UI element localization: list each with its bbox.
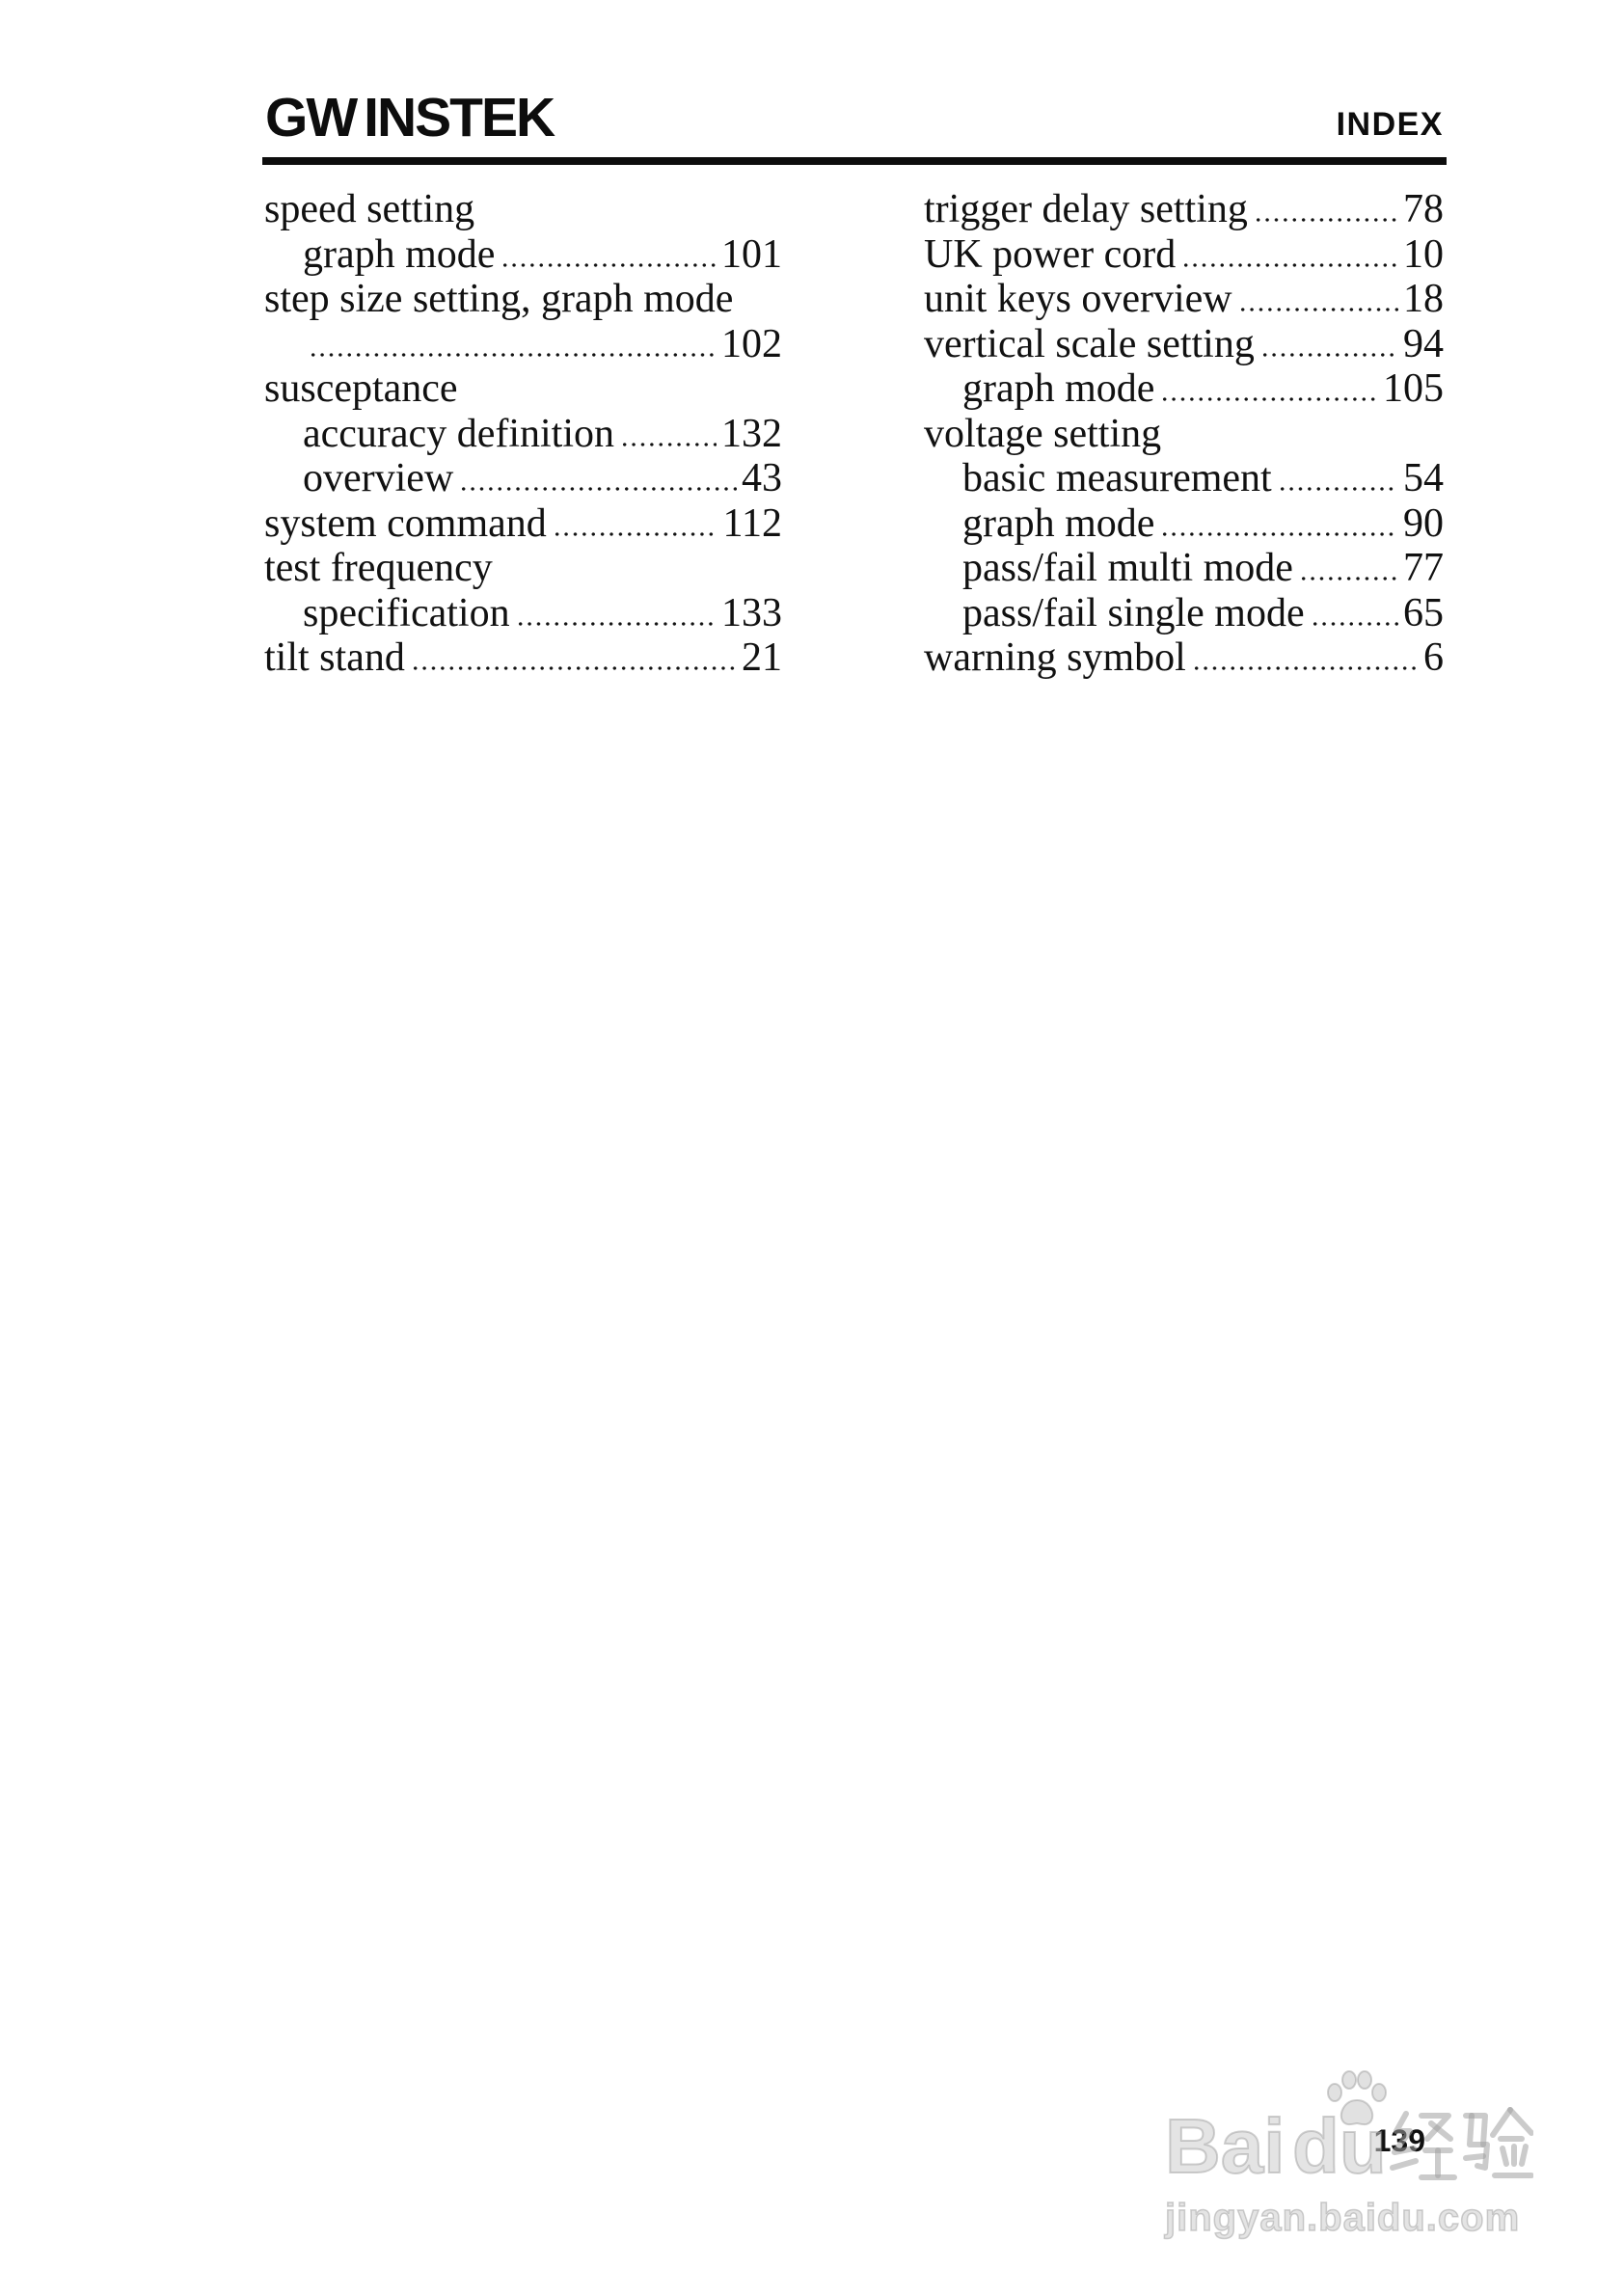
logo-instek: INSTEK xyxy=(364,87,555,148)
index-entry-label: graph mode xyxy=(962,366,1155,411)
watermark-brand-right: du xyxy=(1292,2103,1387,2189)
leader-dots xyxy=(1260,353,1398,357)
section-title: INDEX xyxy=(1336,106,1444,143)
index-entry-label: warning symbol xyxy=(924,635,1186,680)
header-rule xyxy=(262,157,1447,165)
page-number: 139 xyxy=(1373,2123,1425,2158)
leader-dots xyxy=(516,622,717,626)
index-entry-page: 77 xyxy=(1403,546,1444,590)
index-entry-page: 133 xyxy=(721,590,782,635)
leader-dots xyxy=(553,532,718,536)
index-column-left xyxy=(264,187,782,681)
index-entry xyxy=(924,322,1444,367)
index-entry-page: 54 xyxy=(1403,456,1444,500)
leader-dots xyxy=(1192,666,1419,670)
leader-dots xyxy=(620,443,717,446)
index-entry-page: 94 xyxy=(1403,321,1444,366)
index-entry-label: unit keys overview xyxy=(924,277,1232,321)
index-entry-label: step size setting, graph mode xyxy=(264,277,734,321)
index-entry-page: 21 xyxy=(742,635,782,680)
index-entry-label: UK power cord xyxy=(924,231,1177,277)
index-column-right xyxy=(924,187,1444,681)
index-entry-label: system command xyxy=(264,500,547,546)
leader-dots xyxy=(501,263,717,267)
index-entry-continuation xyxy=(264,322,782,367)
index-entry-label: speed setting xyxy=(264,187,475,231)
index-entry xyxy=(264,187,782,232)
leader-dots xyxy=(1160,397,1378,401)
index-entry-page: 132 xyxy=(721,411,782,456)
logo-gw: GW xyxy=(265,87,357,148)
index-entry xyxy=(924,232,1444,278)
leader-dots xyxy=(411,666,737,670)
index-subentry xyxy=(264,591,782,636)
leader-dots xyxy=(1299,577,1398,580)
index-entry-label: pass/fail single mode xyxy=(962,590,1305,635)
brand-logo xyxy=(265,87,555,148)
index-entry-label: susceptance xyxy=(264,366,458,411)
index-subentry xyxy=(924,546,1444,591)
index-entry-label: graph mode xyxy=(962,500,1155,546)
index-entry xyxy=(264,366,782,412)
watermark-url: jingyan.baidu.com xyxy=(1165,2197,1521,2239)
index-entry xyxy=(924,635,1444,681)
leader-dots xyxy=(1160,532,1398,536)
leader-dots xyxy=(1311,622,1398,626)
index-entry xyxy=(924,187,1444,232)
leader-dots xyxy=(459,487,737,491)
watermark-cn-glyphs xyxy=(1389,2106,1533,2185)
index-entry-label: test frequency xyxy=(264,546,493,590)
index-entry xyxy=(264,635,782,681)
index-entry-page: 18 xyxy=(1403,277,1444,321)
index-subentry xyxy=(924,366,1444,412)
index-entry-label: basic measurement xyxy=(962,456,1272,500)
index-entry-page: 43 xyxy=(742,456,782,500)
leader-dots xyxy=(1238,308,1398,311)
index-entry-page: 6 xyxy=(1423,635,1444,680)
index-entry-page: 90 xyxy=(1403,500,1444,546)
leader-dots xyxy=(309,353,717,357)
index-subentry xyxy=(924,501,1444,547)
index-entry-label: specification xyxy=(303,590,510,635)
index-entry-page: 65 xyxy=(1403,590,1444,635)
index-entry-label: trigger delay setting xyxy=(924,187,1248,231)
index-subentry xyxy=(924,591,1444,636)
index-entry-label: tilt stand xyxy=(264,635,405,680)
index-entry-page: 101 xyxy=(721,231,782,277)
index-entry-label: accuracy definition xyxy=(303,411,614,456)
index-entry-page: 105 xyxy=(1383,366,1444,411)
leader-dots xyxy=(1254,218,1398,222)
index-entry-label: graph mode xyxy=(303,231,496,277)
index-subentry xyxy=(264,456,782,501)
index-entry-page: 112 xyxy=(722,500,782,546)
index-entry xyxy=(264,277,782,322)
index-entry-label: pass/fail multi mode xyxy=(962,546,1293,590)
index-entry-page: 78 xyxy=(1403,187,1444,231)
index-entry xyxy=(924,277,1444,322)
index-entry-page: 10 xyxy=(1403,231,1444,277)
leader-dots xyxy=(1278,487,1398,491)
index-entry xyxy=(264,546,782,591)
index-entry xyxy=(924,412,1444,457)
index-entry-page: 102 xyxy=(721,321,782,366)
watermark-brand-left: Bai xyxy=(1165,2103,1286,2189)
index-subentry xyxy=(264,232,782,278)
index-entry-label: voltage setting xyxy=(924,411,1162,456)
index-entry-label: overview xyxy=(303,456,454,500)
leader-dots xyxy=(1181,263,1398,267)
index-entry xyxy=(264,501,782,547)
index-subentry xyxy=(924,456,1444,501)
index-entry-label: vertical scale setting xyxy=(924,321,1255,366)
index-subentry xyxy=(264,412,782,457)
